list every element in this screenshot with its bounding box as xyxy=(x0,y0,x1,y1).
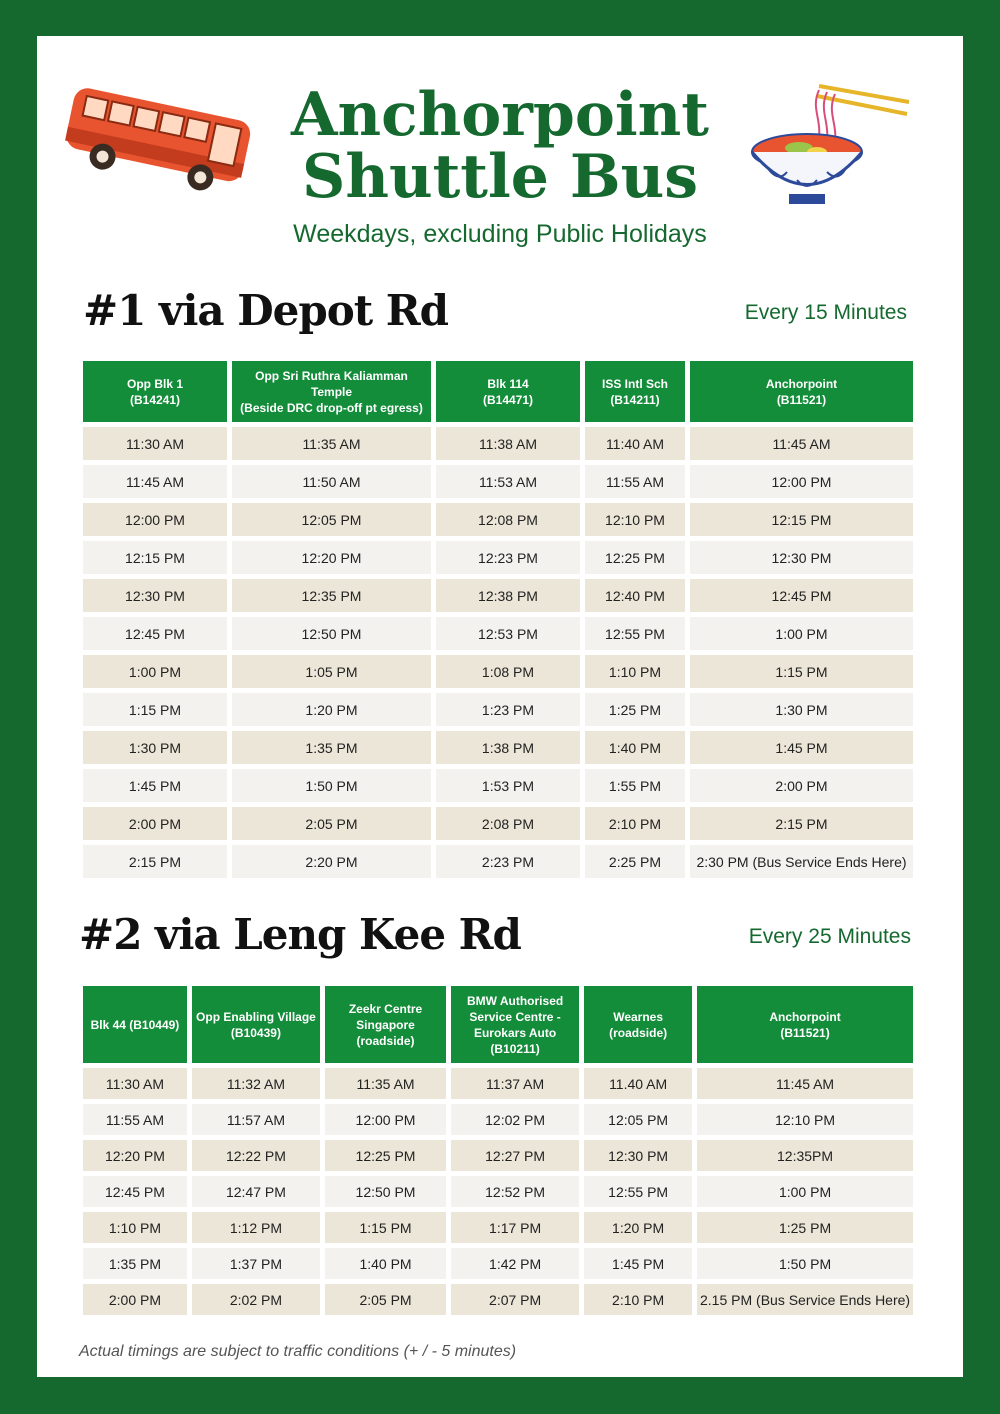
table-row xyxy=(83,579,913,612)
time-cell: 1:00 PM xyxy=(83,655,227,688)
time-cell: 1:35 PM xyxy=(232,731,431,764)
column-header-line: Opp Blk 1 xyxy=(126,376,183,391)
column-header xyxy=(436,361,580,422)
time-cell: 12:50 PM xyxy=(325,1176,446,1207)
table-row xyxy=(83,1248,913,1279)
column-header-line: (B14211) xyxy=(610,392,660,407)
time-cell: 1:20 PM xyxy=(232,693,431,726)
column-header-line: (roadside) xyxy=(609,1025,668,1040)
time-cell: 11:35 AM xyxy=(232,427,431,460)
table-row xyxy=(83,1140,913,1171)
column-header xyxy=(585,361,685,422)
time-cell: 1:30 PM xyxy=(690,693,913,726)
time-cell: 11:40 AM xyxy=(585,427,685,460)
time-cell: 12:02 PM xyxy=(451,1104,579,1135)
time-cell: 1:10 PM xyxy=(585,655,685,688)
time-cell: 11:50 AM xyxy=(232,465,431,498)
time-cell: 12:45 PM xyxy=(83,1176,187,1207)
table-row xyxy=(83,845,913,878)
time-cell: 1:37 PM xyxy=(192,1248,320,1279)
time-cell: 2:30 PM (Bus Service Ends Here) xyxy=(690,845,913,878)
time-cell: 12:00 PM xyxy=(325,1104,446,1135)
time-cell: 12:00 PM xyxy=(690,465,913,498)
time-cell: 11:35 AM xyxy=(325,1068,446,1099)
column-header-line: (Beside DRC drop-off pt egress) xyxy=(240,400,423,415)
table-row xyxy=(83,427,913,460)
time-cell: 1:42 PM xyxy=(451,1248,579,1279)
time-cell: 2:25 PM xyxy=(585,845,685,878)
time-cell: 1:12 PM xyxy=(192,1212,320,1243)
time-cell: 11:32 AM xyxy=(192,1068,320,1099)
column-header xyxy=(451,986,579,1063)
column-header-line: (B14241) xyxy=(129,392,181,407)
time-cell: 1:40 PM xyxy=(325,1248,446,1279)
time-cell: 11:45 AM xyxy=(697,1068,913,1099)
time-cell: 12:35 PM xyxy=(232,579,431,612)
time-cell: 12:15 PM xyxy=(83,541,227,574)
time-cell: 12:40 PM xyxy=(585,579,685,612)
column-header-line: (roadside) xyxy=(356,1033,415,1048)
title-line-1: Anchorpoint xyxy=(290,80,710,150)
time-cell: 11:37 AM xyxy=(451,1068,579,1099)
time-cell: 2:05 PM xyxy=(232,807,431,840)
column-header xyxy=(325,986,446,1063)
table-row xyxy=(83,1284,913,1315)
time-cell: 12:52 PM xyxy=(451,1176,579,1207)
column-header-line: Anchorpoint xyxy=(765,376,838,391)
time-cell: 12:23 PM xyxy=(436,541,580,574)
time-cell: 12:15 PM xyxy=(690,503,913,536)
time-cell: 12:22 PM xyxy=(192,1140,320,1171)
time-cell: 12:50 PM xyxy=(232,617,431,650)
time-cell: 2:00 PM xyxy=(83,807,227,840)
time-cell: 1:53 PM xyxy=(436,769,580,802)
column-header-line: Anchorpoint xyxy=(769,1009,841,1024)
column-header xyxy=(192,986,320,1063)
time-cell: 12:45 PM xyxy=(83,617,227,650)
table-row xyxy=(83,769,913,802)
time-cell: 12:38 PM xyxy=(436,579,580,612)
time-cell: 12:30 PM xyxy=(690,541,913,574)
route1-heading: #1 via Depot Rd xyxy=(83,286,449,335)
time-cell: 12:27 PM xyxy=(451,1140,579,1171)
time-cell: 11:45 AM xyxy=(83,465,227,498)
table-row xyxy=(83,1104,913,1135)
time-cell: 12:30 PM xyxy=(584,1140,692,1171)
time-cell: 12:55 PM xyxy=(584,1176,692,1207)
time-cell: 12:20 PM xyxy=(83,1140,187,1171)
time-cell: 11:53 AM xyxy=(436,465,580,498)
column-header-line: Blk 114 xyxy=(487,376,529,391)
time-cell: 1:00 PM xyxy=(697,1176,913,1207)
time-cell: 2:00 PM xyxy=(690,769,913,802)
time-cell: 1:10 PM xyxy=(83,1212,187,1243)
time-cell: 11:55 AM xyxy=(585,465,685,498)
time-cell: 1:55 PM xyxy=(585,769,685,802)
time-cell: 1:23 PM xyxy=(436,693,580,726)
time-cell: 1:35 PM xyxy=(83,1248,187,1279)
route1-timetable xyxy=(78,356,918,883)
time-cell: 12:53 PM xyxy=(436,617,580,650)
time-cell: 1:25 PM xyxy=(585,693,685,726)
schedule-sheet xyxy=(37,36,963,1377)
time-cell: 2:02 PM xyxy=(192,1284,320,1315)
time-cell: 12:25 PM xyxy=(325,1140,446,1171)
table-row xyxy=(83,541,913,574)
column-header-line: (B10439) xyxy=(230,1025,281,1040)
column-header-line: Blk 44 (B10449) xyxy=(90,1017,180,1032)
time-cell: 1:15 PM xyxy=(83,693,227,726)
time-cell: 1:08 PM xyxy=(436,655,580,688)
time-cell: 1:15 PM xyxy=(690,655,913,688)
column-header-line: (B14471) xyxy=(482,392,534,407)
time-cell: 12:05 PM xyxy=(584,1104,692,1135)
table-row xyxy=(83,655,913,688)
time-cell: 2:15 PM xyxy=(83,845,227,878)
page-title xyxy=(37,80,963,212)
time-cell: 1:50 PM xyxy=(697,1248,913,1279)
time-cell: 12:05 PM xyxy=(232,503,431,536)
table-row xyxy=(83,617,913,650)
time-cell: 12:00 PM xyxy=(83,503,227,536)
time-cell: 11:57 AM xyxy=(192,1104,320,1135)
column-header-line: (B10211) xyxy=(490,1041,540,1056)
column-header-line: Singapore xyxy=(356,1017,415,1032)
time-cell: 11.40 AM xyxy=(584,1068,692,1099)
time-cell: 1:45 PM xyxy=(83,769,227,802)
column-header xyxy=(697,986,913,1063)
column-header xyxy=(83,986,187,1063)
time-cell: 1:05 PM xyxy=(232,655,431,688)
table-header-row xyxy=(83,986,913,1063)
time-cell: 1:45 PM xyxy=(584,1248,692,1279)
time-cell: 2:05 PM xyxy=(325,1284,446,1315)
time-cell: 2:10 PM xyxy=(585,807,685,840)
column-header-line: Eurokars Auto xyxy=(473,1025,557,1040)
time-cell: 12:10 PM xyxy=(697,1104,913,1135)
time-cell: 1:20 PM xyxy=(584,1212,692,1243)
route1-frequency: Every 15 Minutes xyxy=(744,301,907,324)
time-cell: 1:45 PM xyxy=(690,731,913,764)
column-header-line: Temple xyxy=(310,384,353,399)
column-header-line: ISS Intl Sch xyxy=(601,376,668,391)
table-row xyxy=(83,693,913,726)
title-line-2: Shuttle Bus xyxy=(302,142,698,212)
table-row xyxy=(83,465,913,498)
time-cell: 11:55 AM xyxy=(83,1104,187,1135)
column-header xyxy=(83,361,227,422)
time-cell: 12:08 PM xyxy=(436,503,580,536)
time-cell: 1:38 PM xyxy=(436,731,580,764)
time-cell: 1:40 PM xyxy=(585,731,685,764)
time-cell: 2:07 PM xyxy=(451,1284,579,1315)
column-header-line: (B11521) xyxy=(776,392,827,407)
table-header-row xyxy=(83,361,913,422)
footer-note: Actual timings are subject to traffic conditions (+ / - 5 minutes) xyxy=(79,1343,517,1360)
column-header-line: Opp Sri Ruthra Kaliamman xyxy=(255,368,408,383)
route2-frequency: Every 25 Minutes xyxy=(748,925,911,948)
time-cell: 1:50 PM xyxy=(232,769,431,802)
table-row xyxy=(83,1176,913,1207)
subtitle: Weekdays, excluding Public Holidays xyxy=(293,220,707,248)
time-cell: 2:15 PM xyxy=(690,807,913,840)
table-row xyxy=(83,503,913,536)
time-cell: 1:25 PM xyxy=(697,1212,913,1243)
time-cell: 12:30 PM xyxy=(83,579,227,612)
time-cell: 1:30 PM xyxy=(83,731,227,764)
time-cell: 2:08 PM xyxy=(436,807,580,840)
time-cell: 1:15 PM xyxy=(325,1212,446,1243)
table-row xyxy=(83,731,913,764)
time-cell: 2:10 PM xyxy=(584,1284,692,1315)
time-cell: 12:35PM xyxy=(697,1140,913,1171)
time-cell: 11:30 AM xyxy=(83,1068,187,1099)
column-header-line: (B11521) xyxy=(780,1025,830,1040)
time-cell: 11:30 AM xyxy=(83,427,227,460)
time-cell: 12:45 PM xyxy=(690,579,913,612)
time-cell: 11:45 AM xyxy=(690,427,913,460)
column-header-line: Wearnes xyxy=(613,1009,664,1024)
time-cell: 12:20 PM xyxy=(232,541,431,574)
column-header-line: BMW Authorised xyxy=(466,993,564,1008)
time-cell: 2:20 PM xyxy=(232,845,431,878)
time-cell: 2:00 PM xyxy=(83,1284,187,1315)
column-header xyxy=(584,986,692,1063)
column-header xyxy=(690,361,913,422)
route2-heading: #2 via Leng Kee Rd xyxy=(79,910,521,959)
column-header-line: Opp Enabling Village xyxy=(196,1009,316,1024)
time-cell: 12:10 PM xyxy=(585,503,685,536)
table-row xyxy=(83,1212,913,1243)
time-cell: 1:00 PM xyxy=(690,617,913,650)
time-cell: 12:55 PM xyxy=(585,617,685,650)
time-cell: 1:17 PM xyxy=(451,1212,579,1243)
route2-timetable xyxy=(78,981,918,1320)
time-cell: 2:23 PM xyxy=(436,845,580,878)
time-cell: 2.15 PM (Bus Service Ends Here) xyxy=(697,1284,913,1315)
time-cell: 12:47 PM xyxy=(192,1176,320,1207)
column-header-line: Service Centre - xyxy=(469,1009,561,1024)
time-cell: 12:25 PM xyxy=(585,541,685,574)
table-row xyxy=(83,1068,913,1099)
table-row xyxy=(83,807,913,840)
time-cell: 11:38 AM xyxy=(436,427,580,460)
column-header-line: Zeekr Centre xyxy=(348,1001,423,1016)
column-header xyxy=(232,361,431,422)
